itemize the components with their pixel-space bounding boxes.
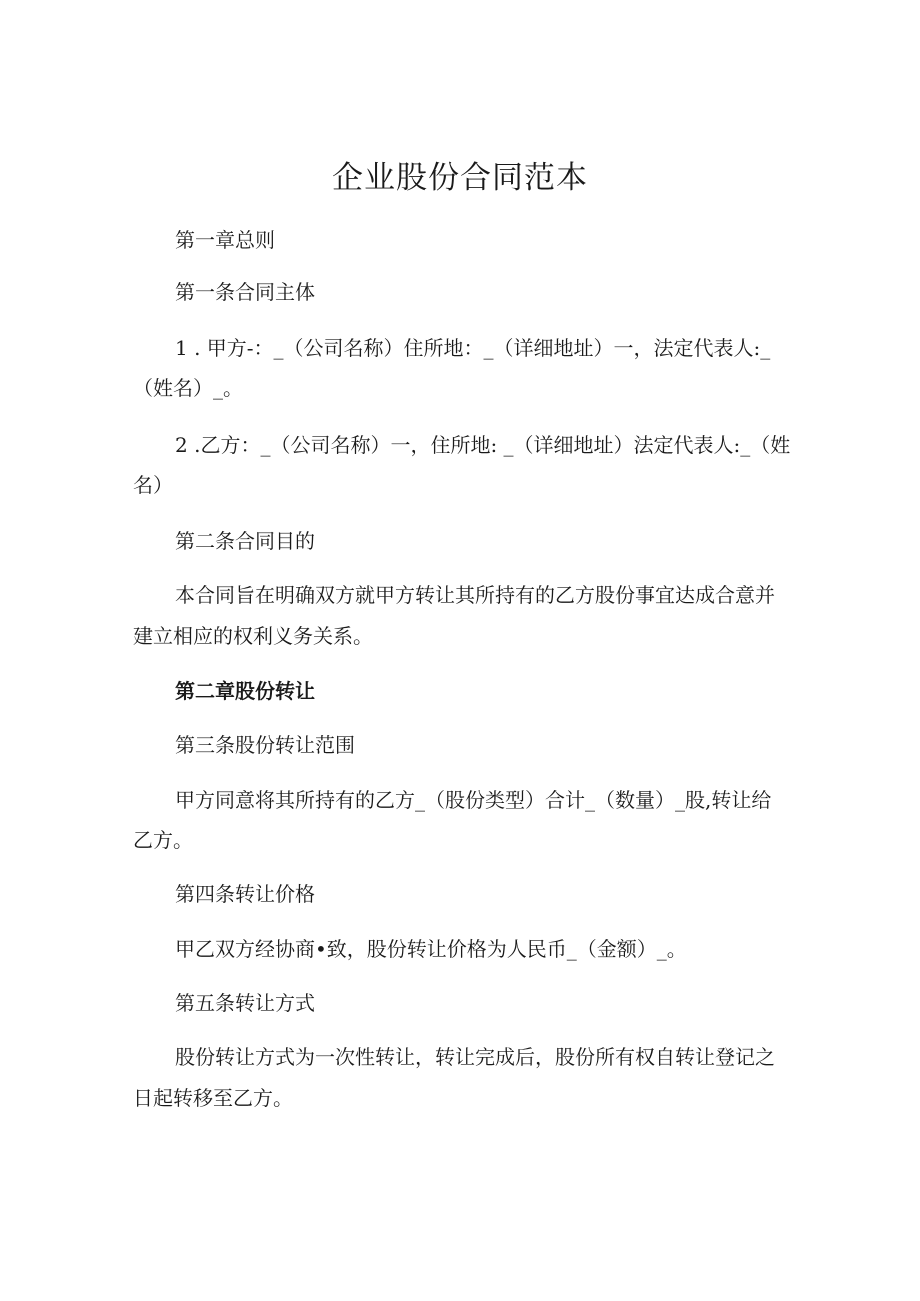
article-1-item-2-line-2: 名） [133,473,173,497]
article-1-item-2-line-1: 2 .乙方：_（公司名称）一，住所地: _（详细地址）法定代表人:_（姓 [175,433,791,457]
article-4-body-line-1: 甲乙双方经协商•致，股份转让价格为人民币_（金额）_。 [175,937,687,961]
article-1-item-1-line-1: 1 . 甲方-：_（公司名称）住所地：_（详细地址）一，法定代表人:_ [175,336,771,360]
article-3-body-line-2: 乙方。 [133,828,193,852]
article-3-heading: 第三条股份转让范围 [175,733,355,757]
article-2-body-line-1: 本合同旨在明确双方就甲方转让其所持有的乙方股份事宜达成合意并 [175,583,775,607]
article-5-body-line-2: 日起转移至乙方。 [133,1086,293,1110]
article-2-heading: 第二条合同目的 [175,529,315,553]
article-1-item-1-line-2: （姓名）_。 [133,376,243,400]
chapter-1-heading: 第一章总则 [175,228,275,252]
document-title: 企业股份合同范本 [332,160,588,196]
article-5-heading: 第五条转让方式 [175,991,315,1015]
article-1-heading: 第一条合同主体 [175,280,315,304]
article-3-body-line-1: 甲方同意将其所持有的乙方_（股份类型）合计_（数量）_股,转让给 [175,788,772,812]
chapter-2-heading: 第二章股份转让 [175,679,315,703]
article-2-body-line-2: 建立相应的权利义务关系。 [133,624,373,648]
article-5-body-line-1: 股份转让方式为一次性转让，转让完成后，股份所有权自转让登记之 [175,1045,775,1069]
article-4-heading: 第四条转让价格 [175,882,315,906]
